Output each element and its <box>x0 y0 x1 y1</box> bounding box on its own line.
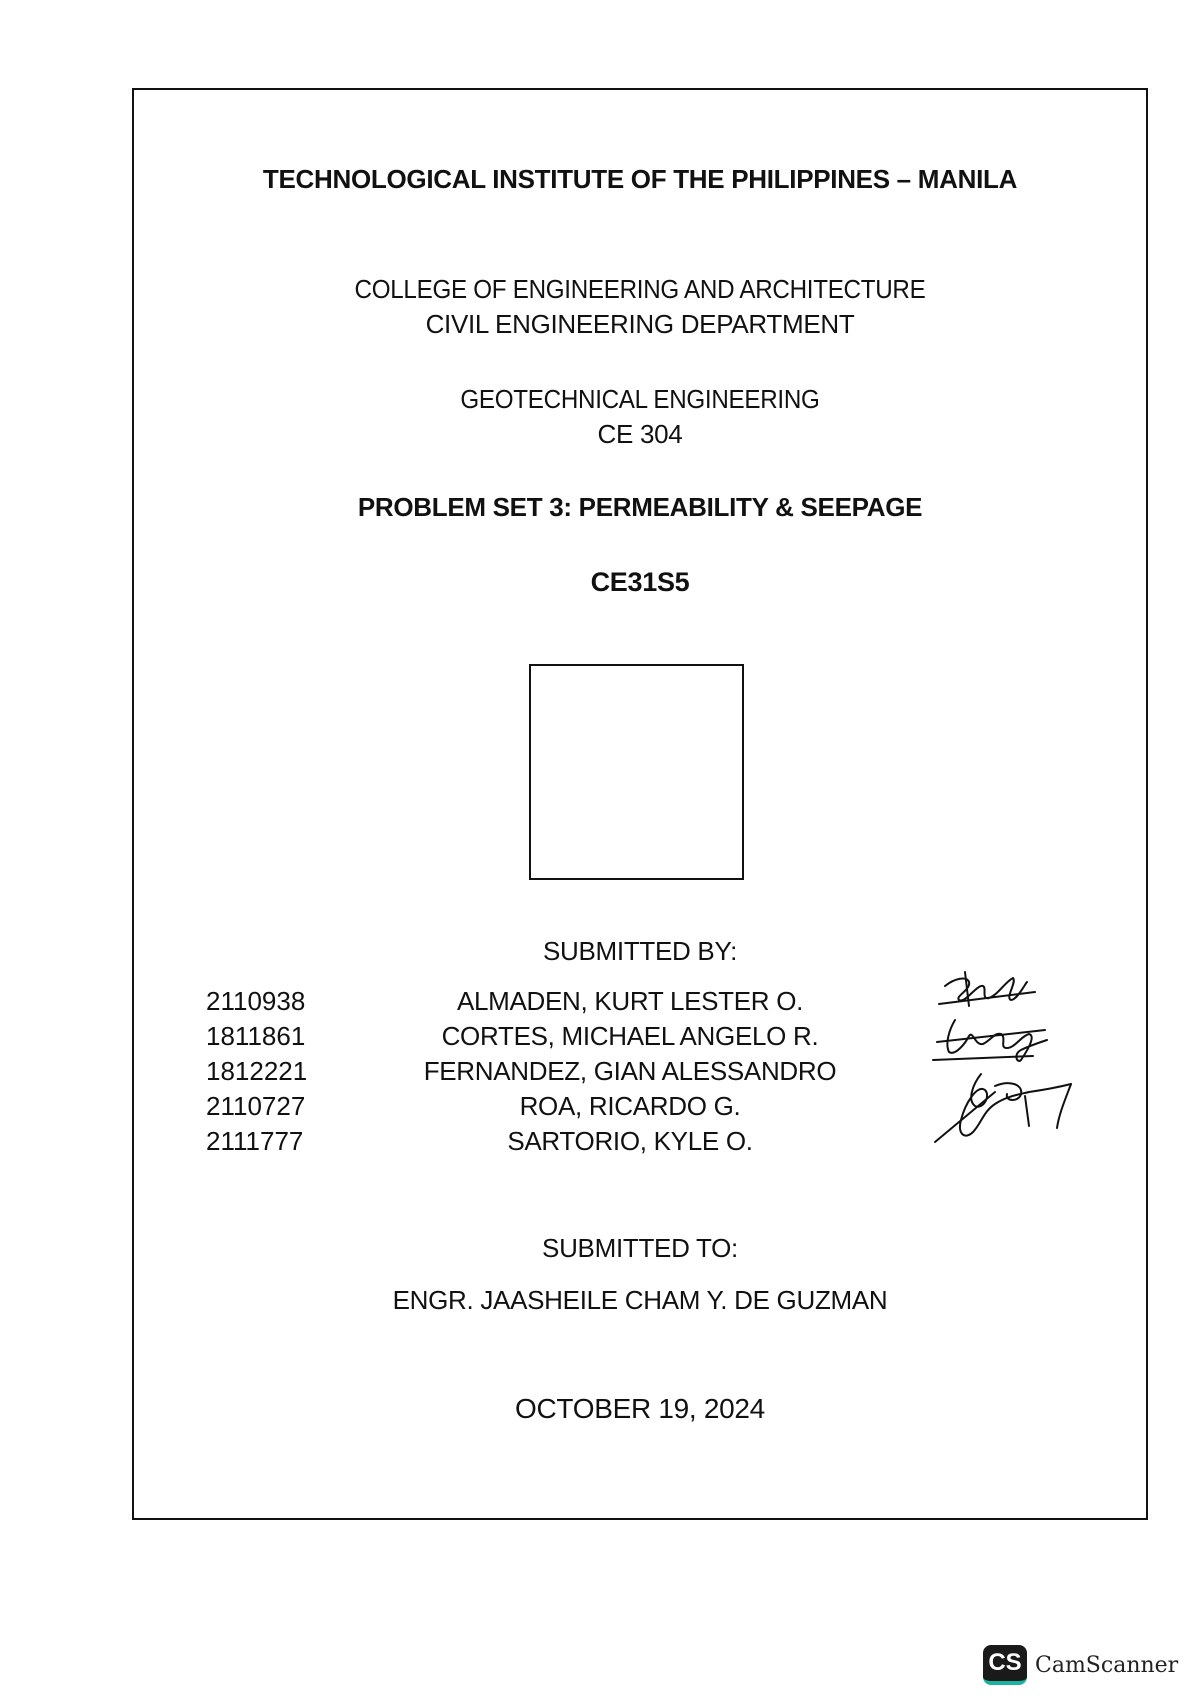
student-name: ALMADEN, KURT LESTER O. <box>456 986 804 1016</box>
student-id: 2110727 <box>206 1091 306 1121</box>
student-id: 1811861 <box>206 1021 306 1051</box>
course-code: CE 304 <box>597 419 683 449</box>
handwritten-signatures <box>925 964 1095 1164</box>
college-name: COLLEGE OF ENGINEERING AND ARCHITECTURE <box>354 274 926 304</box>
section-code: CE31S5 <box>590 567 690 597</box>
student-name: ROA, RICARDO G. <box>519 1091 741 1121</box>
student-name: FERNANDEZ, GIAN ALESSANDRO <box>423 1056 837 1086</box>
department-name: CIVIL ENGINEERING DEPARTMENT <box>425 309 855 339</box>
student-name: SARTORIO, KYLE O. <box>507 1126 753 1156</box>
instructor-name: ENGR. JAASHEILE CHAM Y. DE GUZMAN <box>392 1285 888 1315</box>
submitted-to-label: SUBMITTED TO: <box>542 1233 738 1263</box>
institution-name: TECHNOLOGICAL INSTITUTE OF THE PHILIPPINES – MANILA <box>262 164 1018 194</box>
submitted-by-label: SUBMITTED BY: <box>542 936 738 966</box>
student-id: 1812221 <box>206 1056 308 1086</box>
student-id: 2111777 <box>206 1126 304 1156</box>
submission-date: OCTOBER 19, 2024 <box>515 1393 765 1424</box>
camscanner-brand-text: CamScanner <box>1035 1652 1179 1678</box>
photo-placeholder-box <box>529 664 744 880</box>
student-id: 2110938 <box>206 986 306 1016</box>
student-name: CORTES, MICHAEL ANGELO R. <box>441 1021 819 1051</box>
camscanner-logo-icon: CS <box>983 1645 1027 1685</box>
course-name: GEOTECHNICAL ENGINEERING <box>460 384 820 414</box>
camscanner-watermark <box>983 1645 1178 1685</box>
document-title: PROBLEM SET 3: PERMEABILITY & SEEPAGE <box>357 492 923 522</box>
